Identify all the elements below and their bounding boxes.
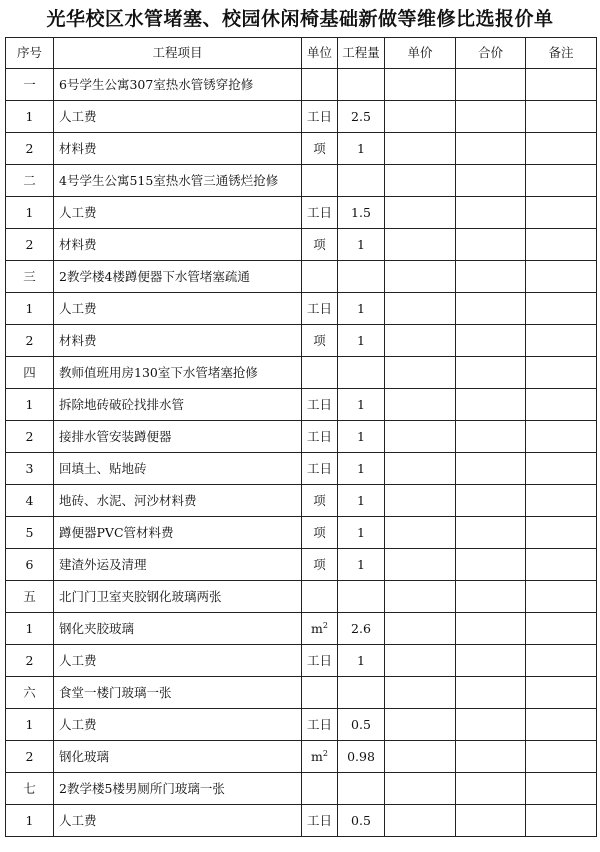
cell-item: 2教学楼5楼男厕所门玻璃一张: [54, 773, 302, 805]
cell-unit-price: [385, 773, 456, 805]
cell-item: 教师值班用房130室下水管堵塞抢修: [54, 357, 302, 389]
cell-unit: [302, 613, 338, 645]
cell-note: [526, 389, 597, 421]
cell-unit: [302, 69, 338, 101]
cell-item: 人工费: [54, 197, 302, 229]
cell-unit-price: [385, 229, 456, 261]
cell-total: [456, 357, 526, 389]
table-row: [6, 645, 597, 677]
cell-unit: 工日: [302, 101, 338, 133]
cell-unit: [302, 741, 338, 773]
cell-unit-price: [385, 261, 456, 293]
table-row: [6, 453, 597, 485]
table-row: [6, 229, 597, 261]
cell-total: [456, 293, 526, 325]
cell-unit-price: [385, 389, 456, 421]
cell-unit: 项: [302, 517, 338, 549]
unit-exponent: 2: [322, 748, 328, 758]
cell-unit-price: [385, 293, 456, 325]
cell-seq: 2: [6, 741, 54, 773]
cell-seq: 2: [6, 645, 54, 677]
cell-unit: 项: [302, 485, 338, 517]
header-note: 备注: [526, 38, 597, 69]
table-row: [6, 677, 597, 709]
cell-total: [456, 101, 526, 133]
cell-note: [526, 357, 597, 389]
header-unit-price: 单价: [385, 38, 456, 69]
cell-quantity: [338, 165, 385, 197]
cell-quantity: [338, 69, 385, 101]
cell-unit: 工日: [302, 197, 338, 229]
cell-item: 回填土、贴地砖: [54, 453, 302, 485]
cell-note: [526, 197, 597, 229]
header-unit: 单位: [302, 38, 338, 69]
unit-base: [311, 749, 328, 764]
table-row: [6, 69, 597, 101]
table-row: [6, 261, 597, 293]
cell-total: [456, 165, 526, 197]
cell-quantity: 2.6: [338, 613, 385, 645]
unit-symbol: m: [311, 620, 323, 636]
cell-item: 人工费: [54, 805, 302, 837]
cell-total: [456, 741, 526, 773]
cell-item: 人工费: [54, 709, 302, 741]
cell-item: 蹲便器PVC管材料费: [54, 517, 302, 549]
cell-note: [526, 101, 597, 133]
cell-total: [456, 613, 526, 645]
cell-quantity: 0.98: [338, 741, 385, 773]
cell-total: [456, 549, 526, 581]
cell-note: [526, 69, 597, 101]
cell-unit: [302, 581, 338, 613]
cell-seq: 五: [6, 581, 54, 613]
header-quantity: 工程量: [338, 38, 385, 69]
cell-note: [526, 709, 597, 741]
cell-unit: 工日: [302, 709, 338, 741]
cell-unit: [302, 165, 338, 197]
cell-note: [526, 677, 597, 709]
table-row: [6, 133, 597, 165]
cell-seq: 1: [6, 805, 54, 837]
cell-note: [526, 325, 597, 357]
cell-seq: 1: [6, 101, 54, 133]
cell-total: [456, 773, 526, 805]
header-item: 工程项目: [54, 38, 302, 69]
cell-total: [456, 421, 526, 453]
cell-total: [456, 69, 526, 101]
table-row: [6, 581, 597, 613]
cell-quantity: [338, 677, 385, 709]
cell-seq: 2: [6, 421, 54, 453]
cell-quantity: 2.5: [338, 101, 385, 133]
cell-quantity: 1: [338, 389, 385, 421]
cell-item: 2教学楼4楼蹲便器下水管堵塞疏通: [54, 261, 302, 293]
cell-total: [456, 581, 526, 613]
cell-quantity: [338, 581, 385, 613]
cell-note: [526, 293, 597, 325]
cell-quantity: 1.5: [338, 197, 385, 229]
cell-seq: 一: [6, 69, 54, 101]
cell-unit: 工日: [302, 453, 338, 485]
cell-unit-price: [385, 133, 456, 165]
cell-item: 6号学生公寓307室热水管锈穿抢修: [54, 69, 302, 101]
cell-quantity: 0.5: [338, 805, 385, 837]
cell-note: [526, 421, 597, 453]
table-row: [6, 613, 597, 645]
cell-seq: 1: [6, 197, 54, 229]
cell-quantity: [338, 357, 385, 389]
cell-total: [456, 261, 526, 293]
cell-note: [526, 133, 597, 165]
cell-seq: 6: [6, 549, 54, 581]
cell-seq: 2: [6, 133, 54, 165]
cell-quantity: 1: [338, 517, 385, 549]
cell-unit-price: [385, 709, 456, 741]
table-body: [6, 69, 597, 837]
cell-unit-price: [385, 613, 456, 645]
cell-unit: 项: [302, 229, 338, 261]
cell-seq: 2: [6, 229, 54, 261]
cell-seq: 1: [6, 389, 54, 421]
cell-unit-price: [385, 165, 456, 197]
cell-seq: 六: [6, 677, 54, 709]
cell-note: [526, 581, 597, 613]
cell-unit-price: [385, 69, 456, 101]
cell-quantity: 1: [338, 229, 385, 261]
cell-unit-price: [385, 197, 456, 229]
quotation-table: [5, 37, 597, 837]
cell-item: 接排水管安装蹲便器: [54, 421, 302, 453]
cell-seq: 1: [6, 293, 54, 325]
cell-item: 北门门卫室夹胶钢化玻璃两张: [54, 581, 302, 613]
cell-seq: 七: [6, 773, 54, 805]
cell-seq: 二: [6, 165, 54, 197]
cell-item: 钢化玻璃: [54, 741, 302, 773]
cell-seq: 4: [6, 485, 54, 517]
cell-unit: 项: [302, 133, 338, 165]
cell-unit: 项: [302, 325, 338, 357]
cell-item: 建渣外运及清理: [54, 549, 302, 581]
cell-note: [526, 805, 597, 837]
cell-seq: 2: [6, 325, 54, 357]
cell-total: [456, 677, 526, 709]
cell-unit-price: [385, 357, 456, 389]
table-row: [6, 517, 597, 549]
cell-item: 材料费: [54, 133, 302, 165]
table-row: [6, 805, 597, 837]
cell-seq: 5: [6, 517, 54, 549]
table-row: [6, 549, 597, 581]
header-seq: 序号: [6, 38, 54, 69]
table-header-row: [6, 38, 597, 69]
cell-note: [526, 741, 597, 773]
cell-total: [456, 197, 526, 229]
table-row: [6, 389, 597, 421]
cell-total: [456, 389, 526, 421]
table-row: [6, 197, 597, 229]
header-total: 合价: [456, 38, 526, 69]
cell-quantity: 1: [338, 325, 385, 357]
cell-item: 钢化夹胶玻璃: [54, 613, 302, 645]
cell-note: [526, 613, 597, 645]
cell-total: [456, 485, 526, 517]
cell-unit-price: [385, 101, 456, 133]
cell-unit-price: [385, 325, 456, 357]
cell-quantity: [338, 773, 385, 805]
cell-unit-price: [385, 549, 456, 581]
cell-item: 人工费: [54, 645, 302, 677]
cell-quantity: 1: [338, 453, 385, 485]
cell-total: [456, 709, 526, 741]
cell-total: [456, 805, 526, 837]
table-row: [6, 773, 597, 805]
cell-quantity: 1: [338, 485, 385, 517]
cell-total: [456, 133, 526, 165]
cell-note: [526, 229, 597, 261]
cell-item: 地砖、水泥、河沙材料费: [54, 485, 302, 517]
cell-seq: 1: [6, 613, 54, 645]
cell-unit: 工日: [302, 389, 338, 421]
cell-item: 食堂一楼门玻璃一张: [54, 677, 302, 709]
cell-seq: 3: [6, 453, 54, 485]
document-title: 光华校区水管堵塞、校园休闲椅基础新做等维修比选报价单: [46, 8, 554, 30]
cell-note: [526, 453, 597, 485]
cell-quantity: 1: [338, 549, 385, 581]
cell-total: [456, 517, 526, 549]
cell-unit-price: [385, 517, 456, 549]
table-row: [6, 709, 597, 741]
cell-unit: 工日: [302, 421, 338, 453]
cell-total: [456, 645, 526, 677]
cell-note: [526, 485, 597, 517]
table-row: [6, 101, 597, 133]
cell-note: [526, 517, 597, 549]
cell-note: [526, 549, 597, 581]
cell-unit: [302, 261, 338, 293]
cell-quantity: 1: [338, 421, 385, 453]
cell-item: 材料费: [54, 325, 302, 357]
unit-symbol: m: [311, 748, 323, 764]
cell-unit: [302, 357, 338, 389]
table-row: [6, 357, 597, 389]
table-row: [6, 421, 597, 453]
cell-quantity: 1: [338, 133, 385, 165]
cell-note: [526, 645, 597, 677]
unit-base: [311, 621, 328, 636]
cell-unit-price: [385, 805, 456, 837]
cell-quantity: [338, 261, 385, 293]
cell-seq: 1: [6, 709, 54, 741]
cell-item: 人工费: [54, 101, 302, 133]
cell-item: 拆除地砖破砼找排水管: [54, 389, 302, 421]
cell-total: [456, 325, 526, 357]
cell-item: 4号学生公寓515室热水管三通锈烂抢修: [54, 165, 302, 197]
table-row: [6, 485, 597, 517]
cell-seq: 三: [6, 261, 54, 293]
cell-unit-price: [385, 741, 456, 773]
cell-quantity: 1: [338, 293, 385, 325]
cell-unit-price: [385, 645, 456, 677]
cell-unit-price: [385, 453, 456, 485]
cell-unit: 工日: [302, 645, 338, 677]
cell-total: [456, 453, 526, 485]
cell-unit: [302, 773, 338, 805]
cell-unit: 项: [302, 549, 338, 581]
cell-unit: 工日: [302, 805, 338, 837]
cell-unit: 工日: [302, 293, 338, 325]
cell-item: 人工费: [54, 293, 302, 325]
cell-total: [456, 229, 526, 261]
table-row: [6, 293, 597, 325]
table-row: [6, 165, 597, 197]
cell-unit-price: [385, 581, 456, 613]
cell-unit: [302, 677, 338, 709]
cell-quantity: 0.5: [338, 709, 385, 741]
cell-unit-price: [385, 485, 456, 517]
cell-quantity: 1: [338, 645, 385, 677]
cell-unit-price: [385, 677, 456, 709]
cell-note: [526, 773, 597, 805]
cell-item: 材料费: [54, 229, 302, 261]
table-row: [6, 325, 597, 357]
unit-exponent: 2: [322, 620, 328, 630]
table-row: [6, 741, 597, 773]
cell-unit-price: [385, 421, 456, 453]
cell-note: [526, 261, 597, 293]
cell-seq: 四: [6, 357, 54, 389]
cell-note: [526, 165, 597, 197]
